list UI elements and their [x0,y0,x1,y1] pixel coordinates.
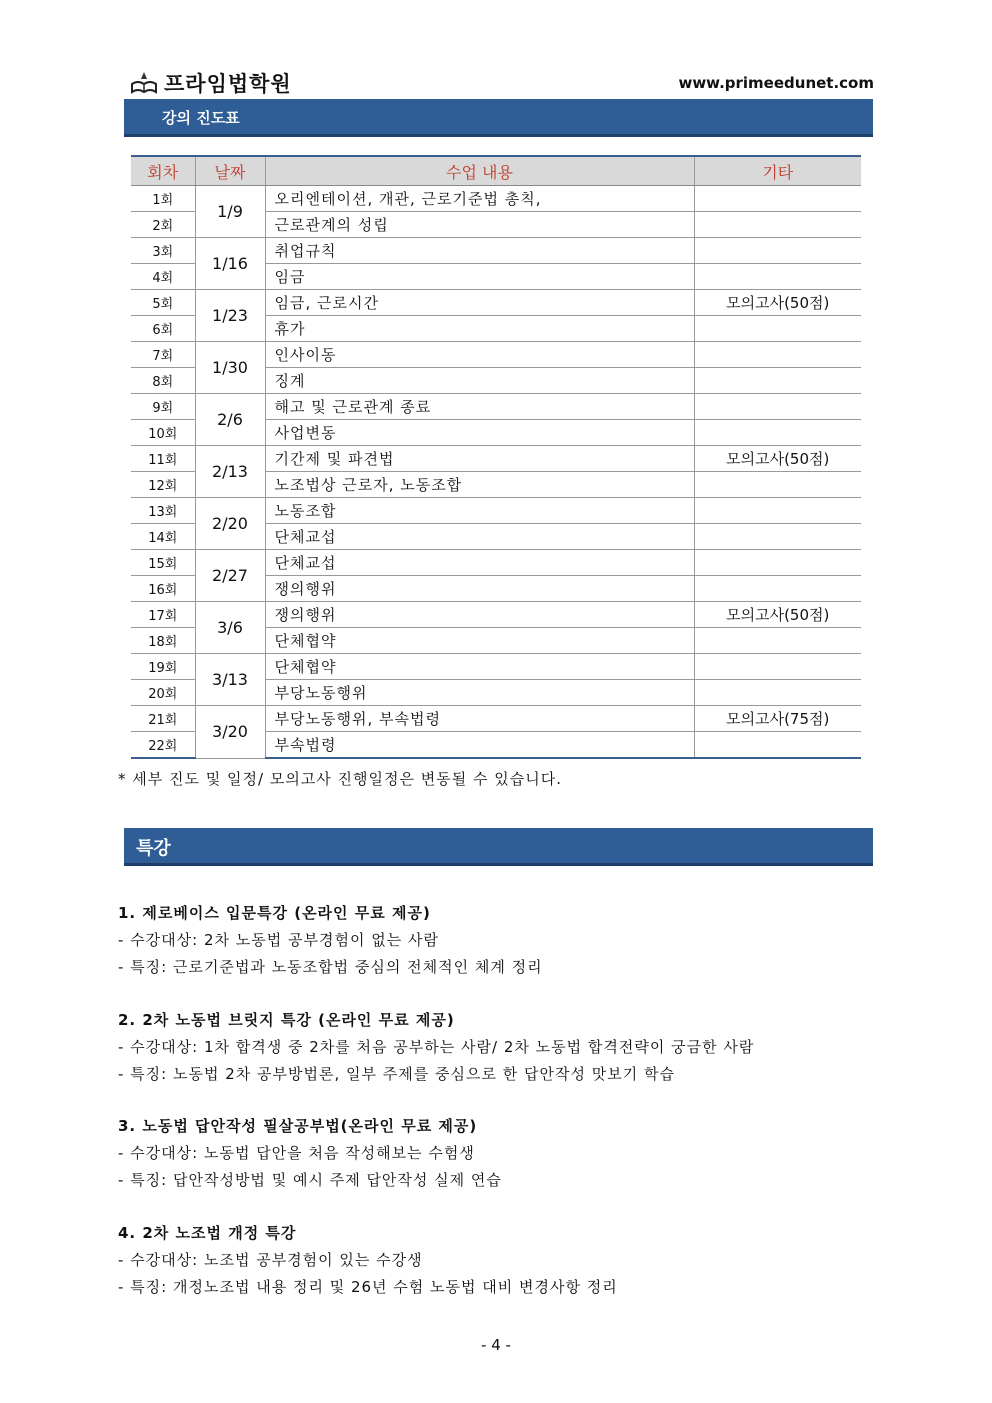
book-logo-icon [130,70,158,96]
date-cell: 1/16 [195,238,265,290]
etc-cell [694,472,861,498]
session-cell: 4회 [131,264,195,290]
content-cell: 취업규칙 [265,238,694,264]
table-row [131,654,861,680]
session-cell: 6회 [131,316,195,342]
lecture-block [118,1113,858,1194]
content-cell: 단체협약 [265,628,694,654]
lecture-target: - 수강대상: 2차 노동법 공부경험이 없는 사람 [118,931,439,949]
etc-cell [694,654,861,680]
etc-cell [694,576,861,602]
lecture-title: 2. 2차 노동법 브릿지 특강 (온라인 무료 제공) [118,1011,455,1029]
page-number: - 4 - [481,1336,511,1354]
etc-cell [694,420,861,446]
table-row [131,238,861,264]
date-cell: 1/9 [195,186,265,238]
session-cell: 9회 [131,394,195,420]
content-cell: 징계 [265,368,694,394]
etc-cell [694,550,861,576]
etc-cell [694,680,861,706]
date-cell: 2/27 [195,550,265,602]
session-cell: 13회 [131,498,195,524]
session-cell: 21회 [131,706,195,732]
session-cell: 16회 [131,576,195,602]
header-content: 수업 내용 [265,156,694,186]
schedule-table [131,155,861,759]
etc-cell [694,732,861,759]
session-cell: 7회 [131,342,195,368]
session-cell: 2회 [131,212,195,238]
content-cell: 부당노동행위, 부속법령 [265,706,694,732]
table-row [131,290,861,316]
etc-cell: 모의고사(50점) [694,290,861,316]
content-cell: 단체교섭 [265,550,694,576]
date-cell: 2/6 [195,394,265,446]
date-cell: 3/13 [195,654,265,706]
etc-cell [694,342,861,368]
session-cell: 15회 [131,550,195,576]
lecture-block [118,1007,858,1088]
content-cell: 쟁의행위 [265,602,694,628]
header-session: 회차 [131,156,195,186]
etc-cell [694,238,861,264]
lecture-title: 4. 2차 노조법 개정 특강 [118,1224,297,1242]
date-cell: 2/13 [195,446,265,498]
content-cell: 임금 [265,264,694,290]
lecture-target: - 수강대상: 노동법 답안을 처음 작성해보는 수험생 [118,1144,475,1162]
lecture-block [118,900,858,981]
etc-cell: 모의고사(75점) [694,706,861,732]
content-cell: 노동조합 [265,498,694,524]
content-cell: 단체교섭 [265,524,694,550]
etc-cell [694,368,861,394]
logo [130,68,292,98]
content-cell: 사업변동 [265,420,694,446]
etc-cell [694,212,861,238]
content-cell: 해고 및 근로관계 종료 [265,394,694,420]
session-cell: 14회 [131,524,195,550]
etc-cell [694,524,861,550]
content-cell: 근로관계의 성립 [265,212,694,238]
session-cell: 19회 [131,654,195,680]
header-etc: 기타 [694,156,861,186]
session-cell: 8회 [131,368,195,394]
content-cell: 기간제 및 파견법 [265,446,694,472]
etc-cell [694,316,861,342]
header-date: 날짜 [195,156,265,186]
etc-cell [694,186,861,212]
session-cell: 5회 [131,290,195,316]
etc-cell [694,628,861,654]
session-cell: 18회 [131,628,195,654]
table-row [131,550,861,576]
etc-cell: 모의고사(50점) [694,602,861,628]
lecture-title: 3. 노동법 답안작성 필살공부법(온라인 무료 제공) [118,1117,478,1135]
date-cell: 3/20 [195,706,265,759]
table-row [131,498,861,524]
session-cell: 1회 [131,186,195,212]
content-cell: 인사이동 [265,342,694,368]
lecture-feature: - 특징: 노동법 2차 공부방법론, 일부 주제를 중심으로 한 답안작성 맛보기 학습 [118,1065,675,1083]
date-cell: 1/30 [195,342,265,394]
session-cell: 17회 [131,602,195,628]
table-row [131,706,861,732]
content-cell: 임금, 근로시간 [265,290,694,316]
content-cell: 오리엔테이션, 개관, 근로기준법 총칙, [265,186,694,212]
special-lecture-section-title: 특강 [124,828,873,866]
logo-text: 프라임법학원 [164,72,292,96]
table-row [131,342,861,368]
table-row [131,186,861,212]
content-cell: 부당노동행위 [265,680,694,706]
table-row [131,394,861,420]
lecture-target: - 수강대상: 노조법 공부경험이 있는 수강생 [118,1251,423,1269]
schedule-section-title: 강의 진도표 [124,99,873,137]
session-cell: 22회 [131,732,195,759]
table-header-row [131,156,861,186]
session-cell: 10회 [131,420,195,446]
session-cell: 3회 [131,238,195,264]
content-cell: 부속법령 [265,732,694,759]
lecture-target: - 수강대상: 1차 합격생 중 2차를 처음 공부하는 사람/ 2차 노동법 합격전략이 궁금한 사람 [118,1038,755,1056]
content-cell: 노조법상 근로자, 노동조합 [265,472,694,498]
etc-cell [694,498,861,524]
etc-cell [694,394,861,420]
etc-cell: 모의고사(50점) [694,446,861,472]
session-cell: 11회 [131,446,195,472]
date-cell: 1/23 [195,290,265,342]
schedule-note: * 세부 진도 및 일정/ 모의고사 진행일정은 변동될 수 있습니다. [118,770,562,788]
date-cell: 2/20 [195,498,265,550]
site-url[interactable]: www.primeedunet.com [678,74,874,92]
lecture-feature: - 특징: 개정노조법 내용 정리 및 26년 수험 노동법 대비 변경사항 정리 [118,1278,618,1296]
page-header [124,66,874,96]
content-cell: 쟁의행위 [265,576,694,602]
session-cell: 20회 [131,680,195,706]
lecture-feature: - 특징: 답안작성방법 및 예시 주제 답안작성 실제 연습 [118,1171,502,1189]
lecture-block [118,1220,858,1301]
table-row [131,602,861,628]
content-cell: 휴가 [265,316,694,342]
session-cell: 12회 [131,472,195,498]
lecture-feature: - 특징: 근로기준법과 노동조합법 중심의 전체적인 체계 정리 [118,958,543,976]
etc-cell [694,264,861,290]
content-cell: 단체협약 [265,654,694,680]
date-cell: 3/6 [195,602,265,654]
lecture-title: 1. 제로베이스 입문특강 (온라인 무료 제공) [118,904,431,922]
table-row [131,446,861,472]
